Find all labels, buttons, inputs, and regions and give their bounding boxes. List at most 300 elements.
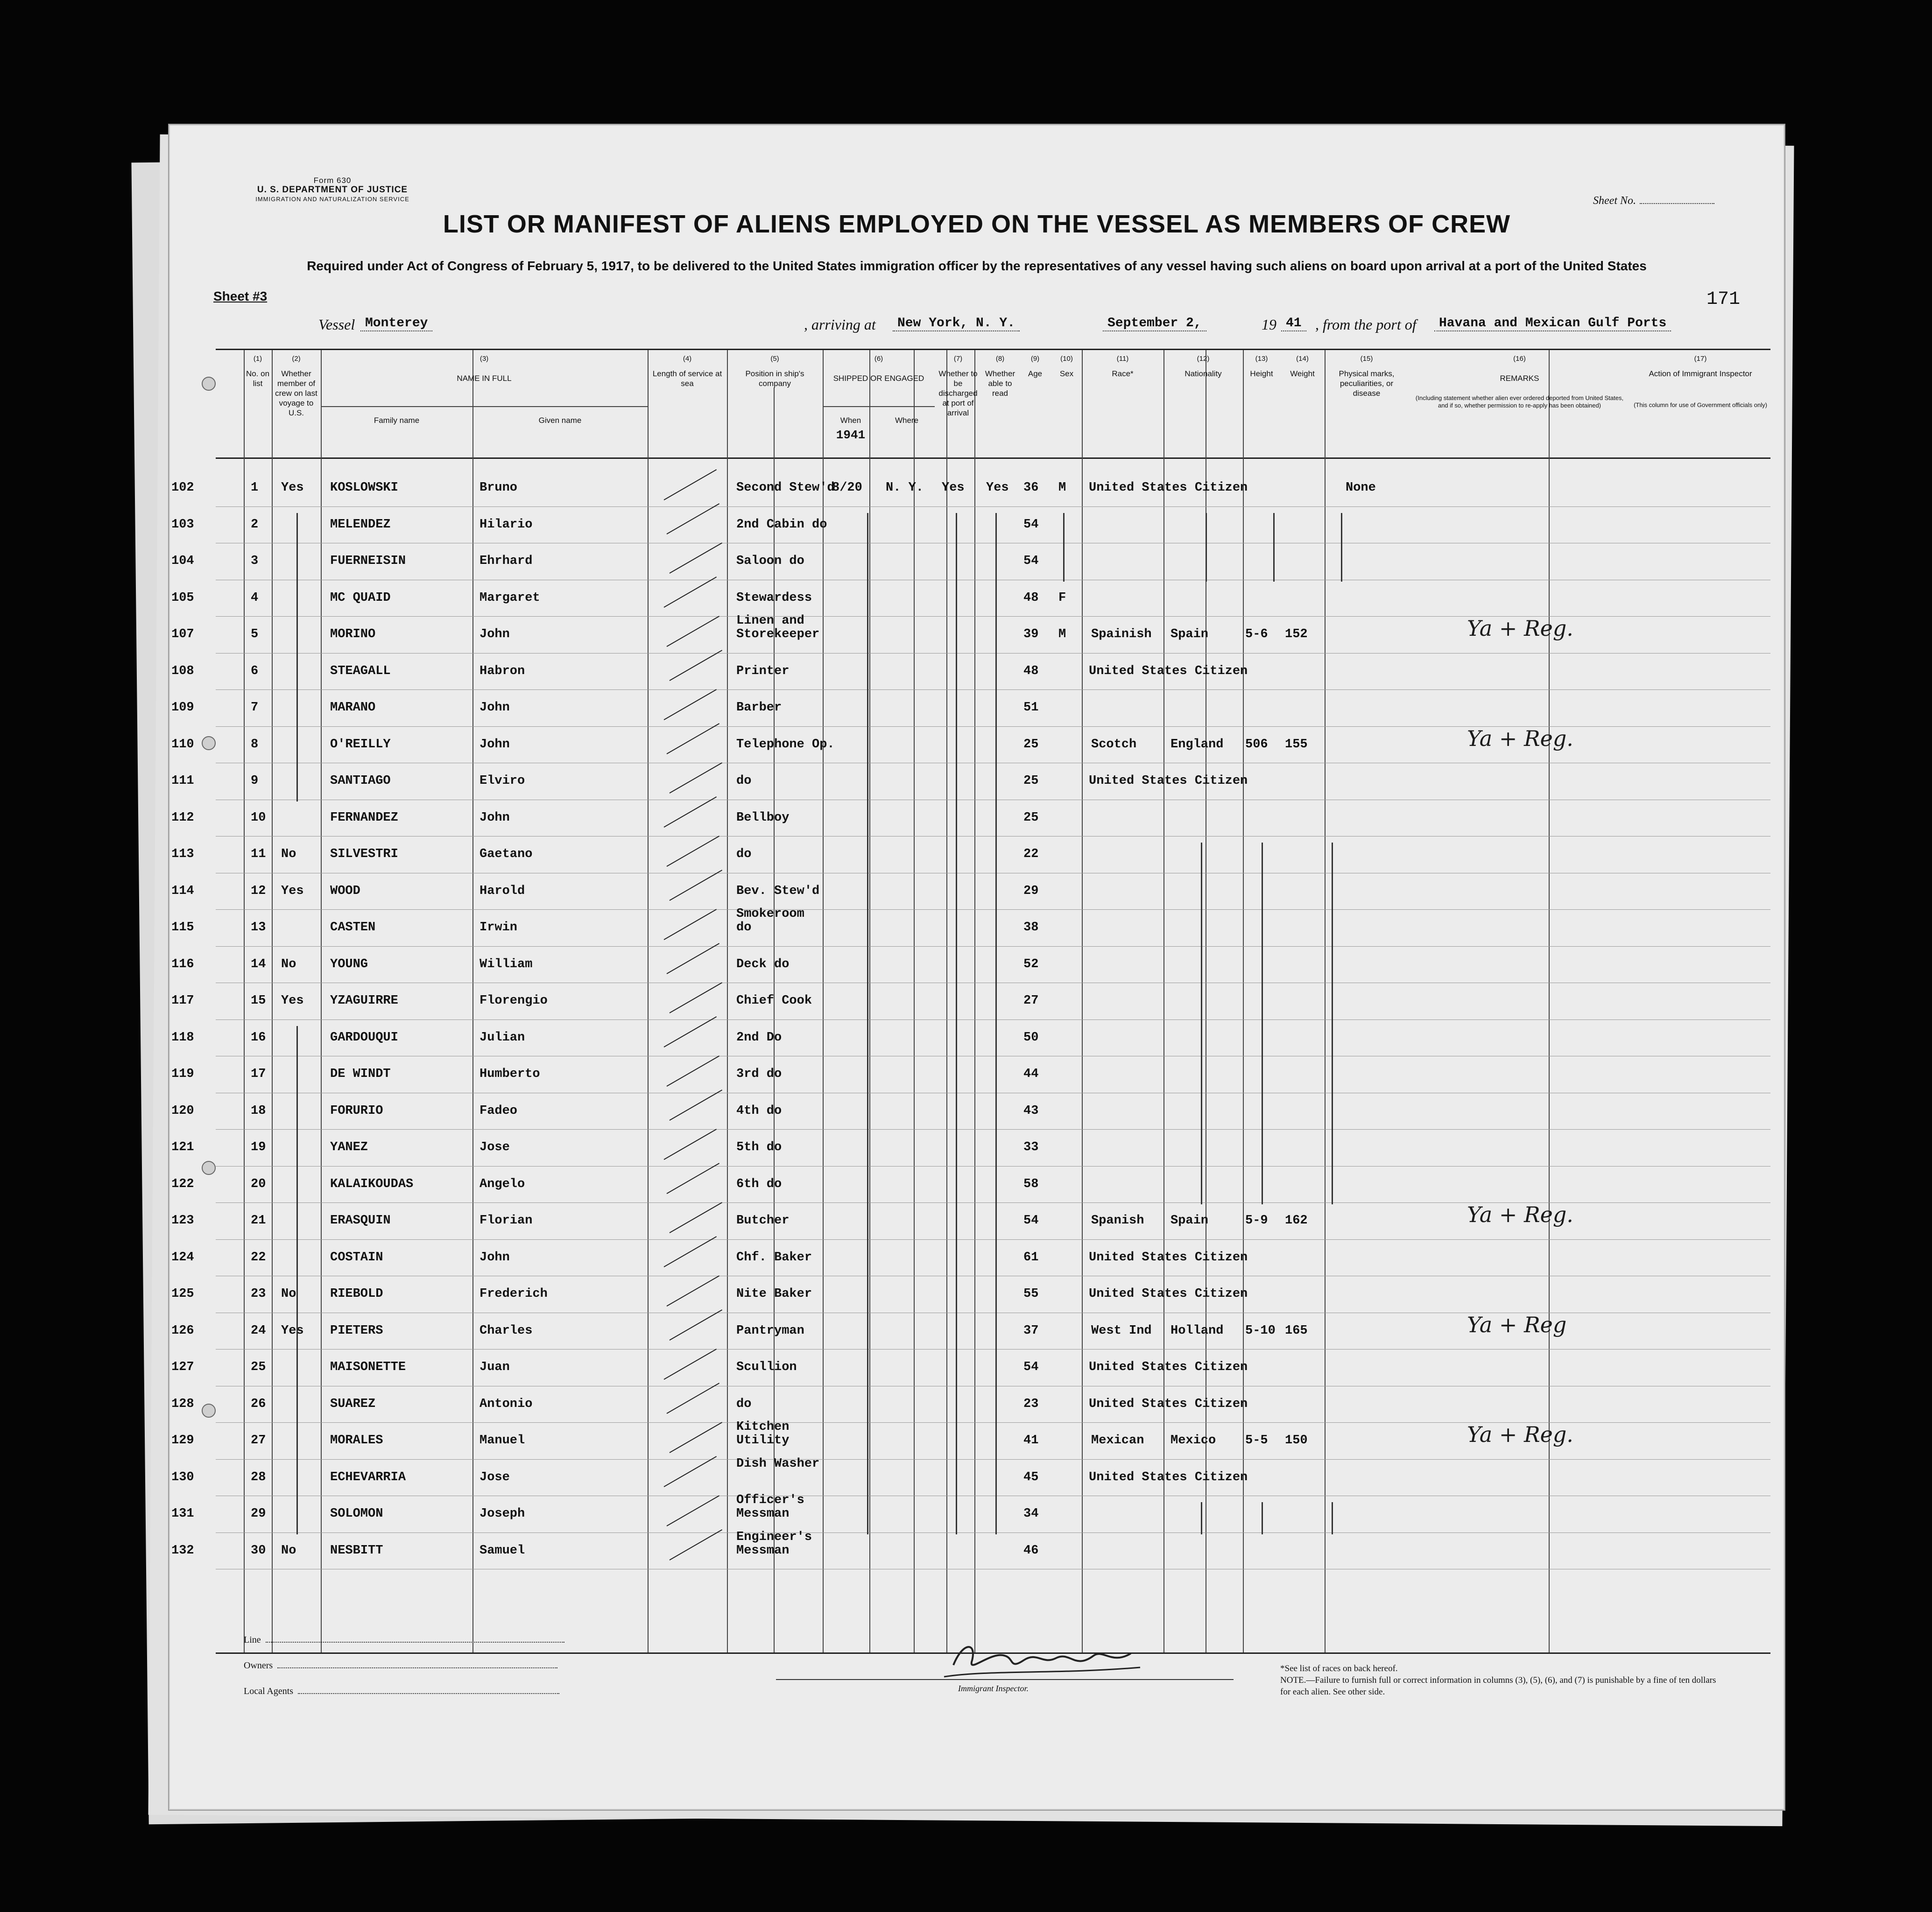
sex: F [1058, 590, 1066, 605]
table-row [171, 907, 1770, 948]
race: United States Citizen [1089, 664, 1248, 678]
crew-table [171, 349, 1770, 1654]
vessel-label: Vessel [318, 316, 355, 333]
margin-number: 108 [171, 664, 194, 678]
position: Butcher [736, 1214, 790, 1228]
column-number: (12) [1197, 355, 1210, 363]
given-name: Florengio [479, 994, 548, 1008]
column-number: (3) [479, 355, 489, 363]
race: United States Citizen [1089, 1470, 1248, 1484]
service-check-mark [670, 982, 723, 1013]
list-number: 1 [251, 481, 259, 495]
ditto-line [1206, 513, 1207, 582]
nationality: Mexico [1170, 1434, 1216, 1448]
column-header: SHIPPED OR ENGAGED [833, 374, 924, 383]
sub-header-when: When [840, 416, 861, 425]
ditto-line [1262, 1502, 1263, 1534]
given-name: Florian [479, 1214, 533, 1228]
service-check-mark [667, 1163, 720, 1194]
given-name: Jose [479, 1140, 510, 1154]
list-number: 11 [251, 847, 266, 861]
family-name: YOUNG [330, 957, 368, 971]
service-check-mark [670, 870, 723, 901]
ditto-line [1262, 843, 1263, 1204]
position: 3rd do [736, 1067, 782, 1081]
service-check-mark [670, 1309, 723, 1341]
margin-number: 118 [171, 1030, 194, 1045]
age: 33 [1023, 1140, 1039, 1154]
age: 54 [1023, 554, 1039, 568]
list-number: 26 [251, 1397, 266, 1411]
race: Scotch [1091, 737, 1137, 752]
age: 25 [1023, 810, 1039, 825]
ditto-line [995, 513, 997, 1534]
table-row [171, 1351, 1770, 1387]
position: Bev. Stew'd [736, 884, 820, 898]
ditto-line [1201, 1502, 1202, 1534]
column-number: (11) [1116, 355, 1129, 363]
agents-label: Local Agents [244, 1686, 294, 1696]
discharged: Yes [942, 481, 965, 495]
column-header: Age [1028, 369, 1043, 378]
given-name: John [479, 1250, 510, 1265]
margin-number: 117 [171, 994, 194, 1008]
age: 34 [1023, 1507, 1039, 1521]
given-name: John [479, 810, 510, 825]
list-number: 18 [251, 1104, 266, 1118]
table-row [171, 801, 1770, 838]
column-header: Weight [1290, 369, 1315, 378]
age: 44 [1023, 1067, 1039, 1081]
inspector-label: Immigrant Inspector. [958, 1684, 1029, 1693]
weight: 152 [1285, 627, 1308, 641]
given-name: John [479, 737, 510, 752]
list-number: 3 [251, 554, 259, 568]
inspector-signature-line [776, 1679, 1234, 1680]
given-name: Antonio [479, 1397, 533, 1411]
column-header: NAME IN FULL [457, 374, 512, 383]
list-number: 28 [251, 1470, 266, 1484]
list-number: 7 [251, 701, 259, 715]
table-row [171, 1058, 1770, 1094]
margin-number: 114 [171, 884, 194, 898]
form-number: Form 630 [313, 176, 352, 185]
column-header: Sex [1059, 369, 1074, 378]
margin-number: 105 [171, 590, 194, 605]
age: 41 [1023, 1434, 1039, 1448]
table-row [171, 875, 1770, 911]
race: United States Citizen [1089, 1360, 1248, 1374]
age: 25 [1023, 737, 1039, 752]
remark-handwritten: Ya + Reg. [1467, 616, 1573, 641]
family-name: KALAIKOUDAS [330, 1177, 414, 1191]
page-title: LIST OR MANIFEST OF ALIENS EMPLOYED ON THE VESSEL AS MEMBERS OF CREW [443, 210, 1511, 238]
given-name: John [479, 701, 510, 715]
remark-handwritten: Ya + Reg. [1467, 725, 1573, 751]
age: 45 [1023, 1470, 1039, 1484]
column-number: (5) [770, 355, 779, 363]
column-number: (1) [253, 355, 262, 363]
list-number: 23 [251, 1287, 266, 1301]
race: United States Citizen [1089, 481, 1248, 495]
family-name: SOLOMON [330, 1507, 383, 1521]
table-row [171, 1388, 1770, 1424]
margin-number: 132 [171, 1543, 194, 1558]
family-name: FORURIO [330, 1104, 383, 1118]
age: 39 [1023, 627, 1039, 641]
service-check-mark [670, 542, 723, 574]
ditto-line [296, 513, 298, 801]
column-number: (14) [1296, 355, 1309, 363]
table-row [171, 508, 1770, 545]
age: 61 [1023, 1250, 1039, 1265]
race: Mexican [1091, 1434, 1144, 1448]
height: 5-10 [1245, 1323, 1276, 1338]
table-row [171, 1278, 1770, 1314]
race: Spanish [1091, 1214, 1144, 1228]
margin-number: 110 [171, 737, 194, 752]
column-number: (16) [1513, 355, 1526, 363]
given-name: Julian [479, 1030, 525, 1045]
given-name: Gaetano [479, 847, 533, 861]
family-name: RIEBOLD [330, 1287, 383, 1301]
family-name: NESBITT [330, 1543, 383, 1558]
family-name: DE WINDT [330, 1067, 391, 1081]
height: 5-9 [1245, 1214, 1268, 1228]
ditto-line [1332, 1502, 1333, 1534]
service-check-mark [667, 1495, 720, 1526]
margin-number: 103 [171, 517, 194, 532]
ditto-line [1341, 513, 1342, 582]
column-header: Race* [1112, 369, 1134, 378]
table-row [171, 545, 1770, 581]
service-check-mark [670, 650, 723, 681]
margin-number: 111 [171, 774, 194, 788]
arrival-year: 41 [1281, 316, 1306, 331]
age: 25 [1023, 774, 1039, 788]
age: 54 [1023, 1214, 1039, 1228]
nationality: Spain [1170, 1214, 1209, 1228]
given-name: Manuel [479, 1434, 525, 1448]
position: Smokeroom do [736, 907, 804, 935]
ditto-line [1273, 513, 1275, 582]
service-check-mark [667, 503, 720, 534]
column-header: Height [1250, 369, 1273, 378]
age: 37 [1023, 1323, 1039, 1338]
position: Bellboy [736, 810, 790, 825]
family-name: MARANO [330, 701, 376, 715]
inspector-signature [935, 1632, 1196, 1684]
age: 51 [1023, 701, 1039, 715]
position: do [736, 847, 752, 861]
family-name: GARDOUQUI [330, 1030, 398, 1045]
list-number: 16 [251, 1030, 266, 1045]
age: 58 [1023, 1177, 1039, 1191]
table-row [171, 765, 1770, 801]
margin-number: 122 [171, 1177, 194, 1191]
form-header [239, 176, 426, 204]
height: 5-5 [1245, 1434, 1268, 1448]
previous-voyage: No [281, 847, 296, 861]
margin-number: 131 [171, 1507, 194, 1521]
table-row [171, 691, 1770, 728]
physical-marks: None [1346, 481, 1376, 495]
position: Chief Cook [736, 994, 812, 1008]
position: Chf. Baker [736, 1250, 812, 1265]
owners-field [244, 1660, 557, 1671]
list-number: 29 [251, 1507, 266, 1521]
table-row [171, 1456, 1770, 1497]
family-name: FUERNEISIN [330, 554, 406, 568]
sheet-no-label: Sheet No. [1593, 195, 1714, 207]
remark-handwritten: Ya + Reg. [1467, 1202, 1573, 1227]
list-number: 6 [251, 664, 259, 678]
family-name: O'REILLY [330, 737, 391, 752]
position: Second Stew'd [736, 481, 835, 495]
column-number: (7) [953, 355, 963, 363]
list-number: 10 [251, 810, 266, 825]
service-check-mark [664, 1129, 717, 1160]
previous-voyage: No [281, 957, 296, 971]
family-name: ECHEVARRIA [330, 1470, 406, 1484]
table-row [171, 1530, 1770, 1571]
position: Linen and Storekeeper [736, 614, 820, 641]
line-label: Line [244, 1635, 261, 1645]
binder-hole [202, 1161, 216, 1175]
given-name: William [479, 957, 533, 971]
previous-voyage: Yes [281, 1323, 304, 1338]
service-check-mark [664, 1456, 717, 1487]
previous-voyage: Yes [281, 884, 304, 898]
list-number: 21 [251, 1214, 266, 1228]
margin-number: 130 [171, 1470, 194, 1484]
year-prefix: 19 [1262, 316, 1276, 333]
age: 50 [1023, 1030, 1039, 1045]
given-name: Humberto [479, 1067, 540, 1081]
table-row [171, 984, 1770, 1021]
remark-handwritten: Ya + Reg [1467, 1312, 1567, 1337]
table-row [171, 1095, 1770, 1131]
nationality: England [1170, 737, 1224, 752]
family-name: MELENDEZ [330, 517, 391, 532]
service-check-mark [670, 1090, 723, 1121]
age: 23 [1023, 1397, 1039, 1411]
table-row [171, 1202, 1770, 1241]
nationality: Holland [1170, 1323, 1224, 1338]
family-name: MORALES [330, 1434, 383, 1448]
list-number: 14 [251, 957, 266, 971]
family-name: SANTIAGO [330, 774, 391, 788]
list-number: 30 [251, 1543, 266, 1558]
sub-header-remarks-note: (Including statement whether alien ever ordered deported from United States, and if so, whether permission to re-apply has been obtained) [1415, 394, 1624, 409]
age: 54 [1023, 517, 1039, 532]
sub-header-family: Family name [374, 416, 420, 425]
margin-number: 113 [171, 847, 194, 861]
service-check-mark [667, 836, 720, 867]
margin-number: 112 [171, 810, 194, 825]
position: 2nd Cabin do [736, 517, 827, 532]
list-number: 2 [251, 517, 259, 532]
service-check-mark [664, 689, 717, 720]
margin-number: 102 [171, 481, 194, 495]
table-row [171, 1420, 1770, 1461]
table-row [171, 582, 1770, 618]
family-name: FERNANDEZ [330, 810, 398, 825]
binder-hole [202, 377, 216, 391]
from-port: Havana and Mexican Gulf Ports [1434, 316, 1671, 331]
table-row [171, 948, 1770, 984]
margin-number: 121 [171, 1140, 194, 1154]
vessel-name: Monterey [360, 316, 432, 331]
list-number: 27 [251, 1434, 266, 1448]
position: do [736, 774, 752, 788]
position: Printer [736, 664, 790, 678]
margin-number: 127 [171, 1360, 194, 1374]
penalty-note: NOTE.—Failure to furnish full or correct information in columns (3), (5), (6), and (7) is punishable by a fine of ten dollars for each alien. See other side. [1280, 1675, 1716, 1697]
weight: 162 [1285, 1214, 1308, 1228]
binder-hole [202, 736, 216, 750]
sheet-number-handwritten: Sheet #3 [213, 289, 268, 303]
engaged-where: N. Y. [886, 481, 924, 495]
list-number: 22 [251, 1250, 266, 1265]
races-note: *See list of races on back hereof. [1280, 1664, 1398, 1673]
given-name: Hilario [479, 517, 533, 532]
age: 43 [1023, 1104, 1039, 1118]
given-name: Ehrhard [479, 554, 533, 568]
position: Nite Baker [736, 1287, 812, 1301]
from-label: , from the port of [1315, 316, 1417, 333]
column-header: Nationality [1185, 369, 1222, 378]
previous-voyage: No [281, 1287, 296, 1301]
service-check-mark [664, 469, 717, 500]
service-check-mark [664, 576, 717, 608]
margin-number: 126 [171, 1323, 194, 1338]
department-name: U. S. DEPARTMENT OF JUSTICE [257, 185, 408, 195]
service-check-mark [664, 796, 717, 828]
height: 5-6 [1245, 627, 1268, 641]
sub-header-when-year: 1941 [836, 428, 866, 442]
ditto-line [956, 513, 957, 1534]
table-row [171, 471, 1770, 508]
position: Barber [736, 701, 782, 715]
list-number: 19 [251, 1140, 266, 1154]
margin-number: 107 [171, 627, 194, 641]
family-name: MC QUAID [330, 590, 391, 605]
service-check-mark [667, 723, 720, 754]
family-name: SILVESTRI [330, 847, 398, 861]
service-check-mark [664, 909, 717, 940]
remark-handwritten: Ya + Reg. [1467, 1422, 1573, 1447]
previous-voyage: Yes [281, 481, 304, 495]
name-header-rule [321, 406, 648, 407]
service-check-mark [664, 1349, 717, 1380]
footer-note [1280, 1663, 1724, 1698]
margin-number: 109 [171, 701, 194, 715]
binder-hole [202, 1404, 216, 1418]
race: United States Citizen [1089, 1287, 1248, 1301]
able-to-read: Yes [986, 481, 1009, 495]
column-number: (2) [292, 355, 301, 363]
margin-number: 119 [171, 1067, 194, 1081]
position: Officer's Messman [736, 1493, 804, 1521]
family-name: SUAREZ [330, 1397, 376, 1411]
table-row [171, 1131, 1770, 1167]
age: 52 [1023, 957, 1039, 971]
service-check-mark [667, 1383, 720, 1414]
race: United States Citizen [1089, 774, 1248, 788]
column-number: (13) [1255, 355, 1268, 363]
column-header: Position in ship's company [745, 369, 804, 388]
service-check-mark [670, 762, 723, 794]
column-number: (4) [683, 355, 692, 363]
given-name: Irwin [479, 921, 518, 935]
family-name: MAISONETTE [330, 1360, 406, 1374]
position: 2nd Do [736, 1030, 782, 1045]
stamp-number: 171 [1706, 289, 1740, 310]
age: 29 [1023, 884, 1039, 898]
given-name: John [479, 627, 510, 641]
position: do [736, 1397, 752, 1411]
service-check-mark [664, 1236, 717, 1267]
position: 6th do [736, 1177, 782, 1191]
sex: M [1058, 627, 1066, 641]
list-number: 4 [251, 590, 259, 605]
sub-header-where: Where [895, 416, 919, 425]
given-name: Juan [479, 1360, 510, 1374]
page-subtitle: Required under Act of Congress of February 5, 1917, to be delivered to the United States immigration officer by the representatives of any vessel having such aliens on board upon arrival at a port of the United States [307, 259, 1647, 273]
position: Saloon do [736, 554, 804, 568]
given-name: Fadeo [479, 1104, 518, 1118]
margin-number: 128 [171, 1397, 194, 1411]
table-row [171, 1312, 1770, 1351]
engaged-when: 8/20 [832, 481, 862, 495]
column-header: Whether to be discharged at port of arrival [938, 369, 978, 417]
ditto-line [1063, 513, 1065, 582]
position: 5th do [736, 1140, 782, 1154]
table-row [171, 655, 1770, 691]
service-check-mark [664, 1016, 717, 1047]
race: Spainish [1091, 627, 1152, 641]
margin-number: 129 [171, 1434, 194, 1448]
table-row [171, 1241, 1770, 1278]
list-number: 15 [251, 994, 266, 1008]
position: Engineer's Messman [736, 1530, 812, 1558]
list-number: 12 [251, 884, 266, 898]
column-header: REMARKS [1500, 374, 1539, 383]
vessel-line [318, 316, 1728, 337]
weight: 165 [1285, 1323, 1308, 1338]
margin-number: 120 [171, 1104, 194, 1118]
race: United States Citizen [1089, 1250, 1248, 1265]
table-row [171, 838, 1770, 874]
given-name: Bruno [479, 481, 518, 495]
age: 46 [1023, 1543, 1039, 1558]
position: 4th do [736, 1104, 782, 1118]
ditto-line [1332, 843, 1333, 1204]
family-name: YZAGUIRRE [330, 994, 398, 1008]
column-number: (9) [1030, 355, 1040, 363]
age: 38 [1023, 921, 1039, 935]
ditto-line [867, 513, 868, 1534]
family-name: STEAGALL [330, 664, 391, 678]
list-number: 8 [251, 737, 259, 752]
margin-number: 115 [171, 921, 194, 935]
service-name: IMMIGRATION AND NATURALIZATION SERVICE [255, 196, 409, 203]
list-number: 24 [251, 1323, 266, 1338]
shipped-header-rule [823, 406, 935, 407]
age: 55 [1023, 1287, 1039, 1301]
family-name: PIETERS [330, 1323, 383, 1338]
